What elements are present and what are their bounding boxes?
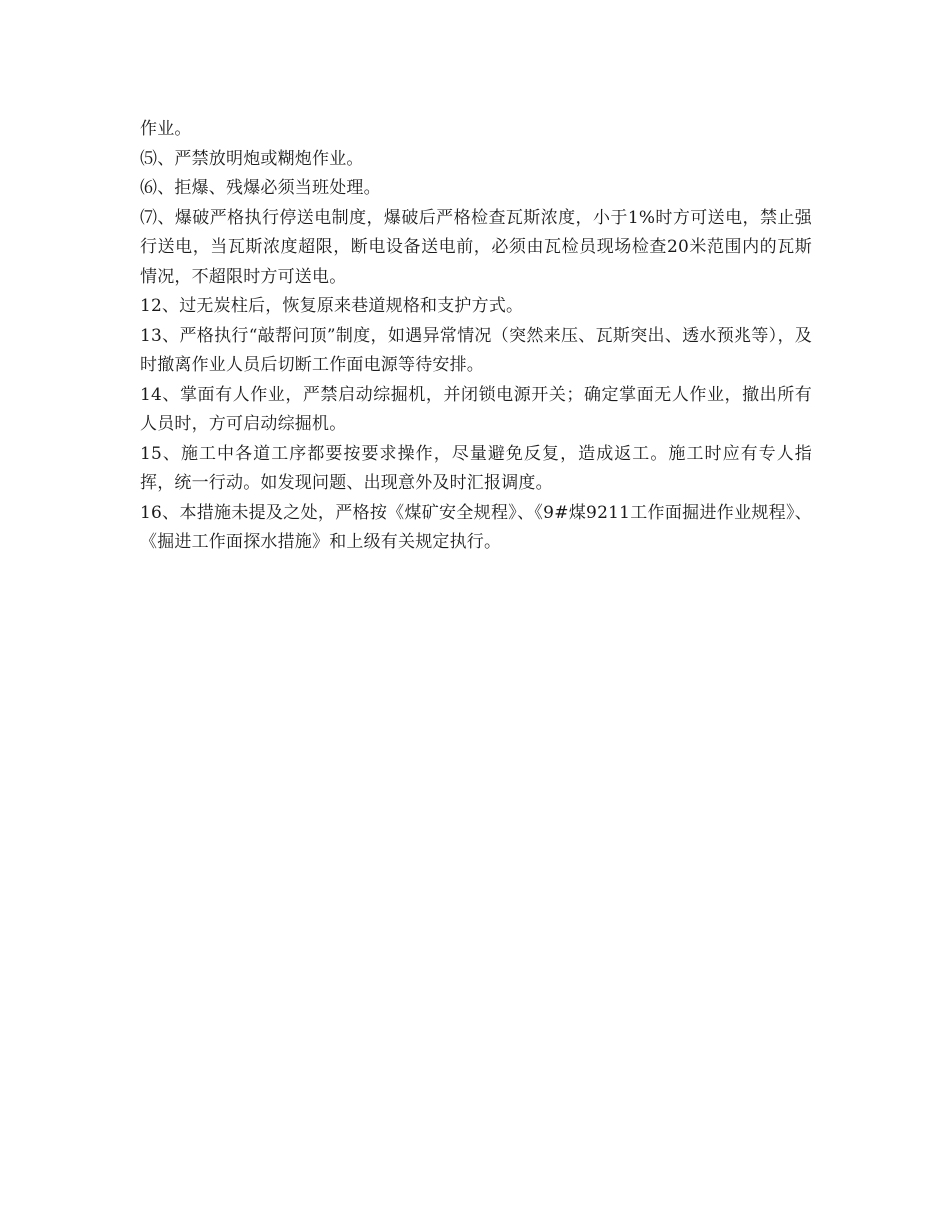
paragraph-item-16: 16、本措施未提及之处，严格按《煤矿安全规程》、《9#煤9211工作面掘进作业规程》、《掘进工作面探水措施》和上级有关规定执行。 bbox=[140, 502, 812, 552]
paragraph-item-14: 14、掌面有人作业，严禁启动综掘机，并闭锁电源开关；确定掌面无人作业，撤出所有人员时，方可启动综掘机。 bbox=[140, 384, 812, 434]
paragraph-item-12: 12、过无炭柱后，恢复原来巷道规格和支护方式。 bbox=[140, 296, 524, 316]
document-body bbox=[140, 115, 812, 558]
paragraph-item-7: ⑺、爆破严格执行停送电制度，爆破后严格检查瓦斯浓度，小于1%时方可送电，禁止强行送电，当瓦斯浓度超限，断电设备送电前，必须由瓦检员现场检查20米范围内的瓦斯情况，不超限时方可送电。 bbox=[140, 207, 812, 287]
paragraph-item-6: ⑹、拒爆、残爆必须当班处理。 bbox=[140, 178, 381, 198]
paragraph-continuation: 作业。 bbox=[140, 119, 192, 139]
paragraph-item-13: 13、严格执行“敲帮问顶”制度，如遇异常情况（突然来压、瓦斯突出、透水预兆等），及时撤离作业人员后切断工作面电源等待安排。 bbox=[140, 325, 812, 375]
paragraph-item-15: 15、施工中各道工序都要按要求操作，尽量避免反复，造成返工。施工时应有专人指挥，统一行动。如发现问题、出现意外及时汇报调度。 bbox=[140, 443, 812, 493]
paragraph-item-5: ⑸、严禁放明炮或糊炮作业。 bbox=[140, 148, 364, 169]
